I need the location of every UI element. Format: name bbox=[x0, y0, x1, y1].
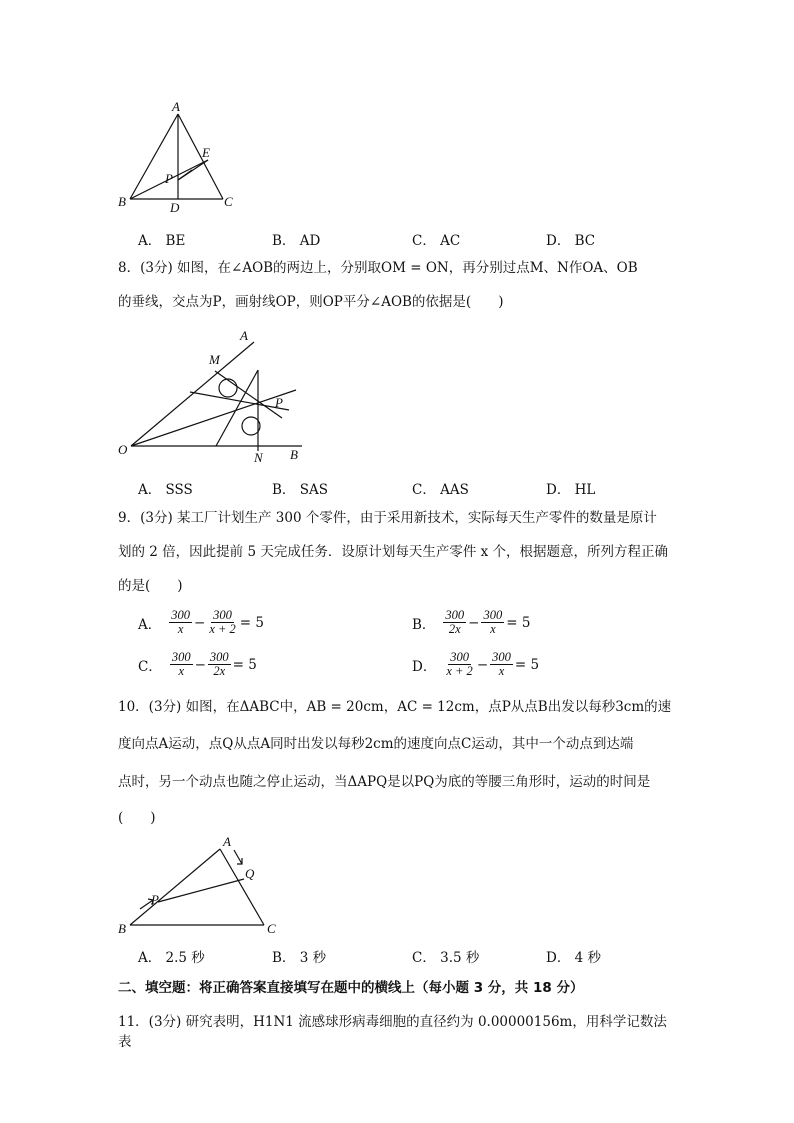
fig10-label-b: B bbox=[118, 921, 126, 936]
q9-option-b-rhs: = 5 bbox=[506, 614, 531, 631]
fig8-label-a: A bbox=[240, 328, 248, 343]
q9-option-c[interactable]: C． $\frac{300}{x}$ − $\frac{300}{2x}$ = 5 bbox=[138, 650, 257, 678]
fig8-label-m: M bbox=[209, 352, 220, 367]
fig7-label-d: D bbox=[170, 200, 180, 215]
q9-option-d-rhs: = 5 bbox=[514, 656, 540, 673]
q9-option-b-label: B． bbox=[412, 616, 436, 633]
q9-option-a-label: A． bbox=[138, 616, 162, 633]
q8-option-d[interactable]: D． HL bbox=[546, 482, 596, 498]
q10-option-a[interactable]: A． 2.5 秒 bbox=[138, 950, 205, 966]
section2-title: 二、填空题：将正确答案直接填写在题中的横线上（每小题 3 分，共 18 分） bbox=[118, 980, 584, 996]
q9-option-c-rhs: = 5 bbox=[232, 656, 257, 673]
q9-text-line3: 的是( ) bbox=[118, 578, 183, 594]
q8-text-line1: 8．(3分) 如图，在∠AOB的两边上，分别取OM = ON，再分别过点M、N作OA、OB bbox=[118, 260, 638, 276]
q9-option-c-label: C． bbox=[138, 658, 162, 675]
q8-option-c[interactable]: C． AAS bbox=[412, 482, 469, 498]
q9-option-a[interactable]: A． $\frac{300}{x}$ − $\frac{300}{x + 2}$ = 5 bbox=[138, 608, 264, 636]
fig10-label-q: Q bbox=[245, 866, 255, 881]
q9-option-c-frac2: $\frac{300}{2x}$ bbox=[209, 650, 229, 678]
q7-triangle-figure bbox=[112, 98, 242, 216]
q9-option-b[interactable]: B． $\frac{300}{2x}$ − $\frac{300}{x}$ = 5 bbox=[412, 608, 531, 636]
fig8-label-o: O bbox=[118, 442, 128, 457]
q10-option-b[interactable]: B． 3 秒 bbox=[272, 950, 327, 966]
q7-option-b[interactable]: B． AD bbox=[272, 233, 321, 249]
q8-option-b[interactable]: B． SAS bbox=[272, 482, 328, 498]
q10-option-c[interactable]: C． 3.5 秒 bbox=[412, 950, 480, 966]
fig10-label-c: C bbox=[267, 921, 276, 936]
q10-text-line2: 度向点A运动，点Q从点A同时出发以每秒2cm的速度向点C运动，其中一个动点到达端 bbox=[118, 736, 634, 752]
q7-option-c[interactable]: C． AC bbox=[412, 233, 461, 249]
q8-angle-figure bbox=[112, 328, 312, 466]
q9-option-a-rhs: = 5 bbox=[239, 614, 264, 631]
q9-option-d-label: D． bbox=[412, 658, 437, 675]
fig7-label-b: B bbox=[118, 194, 126, 209]
fig8-label-p: P bbox=[275, 395, 283, 410]
q8-text-line2: 的垂线，交点为P，画射线OP，则OP平分∠AOB的依据是( ) bbox=[118, 294, 504, 310]
q8-option-a[interactable]: A． SSS bbox=[138, 482, 193, 498]
q9-option-a-frac2: $\frac{300}{x + 2}$ bbox=[209, 608, 236, 636]
q7-option-d[interactable]: D． BC bbox=[546, 233, 596, 249]
q9-text-line2: 划的 2 倍，因此提前 5 天完成任务．设原计划每天生产零件 x 个，根据题意，所列方程正确 bbox=[118, 544, 669, 560]
q9-option-b-frac1: $\frac{300}{2x}$ bbox=[445, 608, 465, 636]
fig7-label-a: A bbox=[172, 99, 180, 114]
q10-text-line3: 点时，另一个动点也随之停止运动，当ΔAPQ是以PQ为底的等腰三角形时，运动的时间是 bbox=[118, 774, 651, 790]
q10-text-line1: 10．(3分) 如图，在ΔABC中，AB = 20cm，AC = 12cm，点P从点B出发以每秒3cm的速 bbox=[118, 699, 672, 715]
fig8-label-n: N bbox=[254, 450, 263, 465]
q11-text-line1: 11．(3分) 研究表明，H1N1 流感球形病毒细胞的直径约为 0.00000156m，用科学记数法表 bbox=[118, 1014, 667, 1050]
q9-option-d-frac1: $\frac{300}{x + 2}$ bbox=[446, 650, 473, 678]
q9-option-c-frac1: $\frac{300}{x}$ bbox=[171, 650, 191, 678]
fig10-label-a: A bbox=[223, 834, 231, 849]
fig10-label-p: P bbox=[151, 892, 159, 907]
fig8-label-b: B bbox=[290, 447, 298, 462]
q9-option-d-frac2: $\frac{300}{x}$ bbox=[492, 650, 511, 678]
q10-option-d[interactable]: D． 4 秒 bbox=[546, 950, 601, 966]
q10-triangle-figure bbox=[112, 832, 282, 940]
q9-option-d[interactable]: D． $\frac{300}{x + 2}$ − $\frac{300}{x}$ = 5 bbox=[412, 650, 540, 678]
fig7-label-e: E bbox=[202, 145, 210, 160]
fig7-label-c: C bbox=[224, 194, 233, 209]
q7-option-a[interactable]: A． BE bbox=[138, 233, 186, 249]
fig7-label-p: P bbox=[165, 171, 173, 186]
q10-text-line4: ( ) bbox=[118, 810, 156, 826]
q9-option-a-frac1: $\frac{300}{x}$ bbox=[171, 608, 190, 636]
q9-option-b-frac2: $\frac{300}{x}$ bbox=[483, 608, 503, 636]
q9-text-line1: 9．(3分) 某工厂计划生产 300 个零件，由于采用新技术，实际每天生产零件的数量是原计 bbox=[118, 510, 657, 526]
